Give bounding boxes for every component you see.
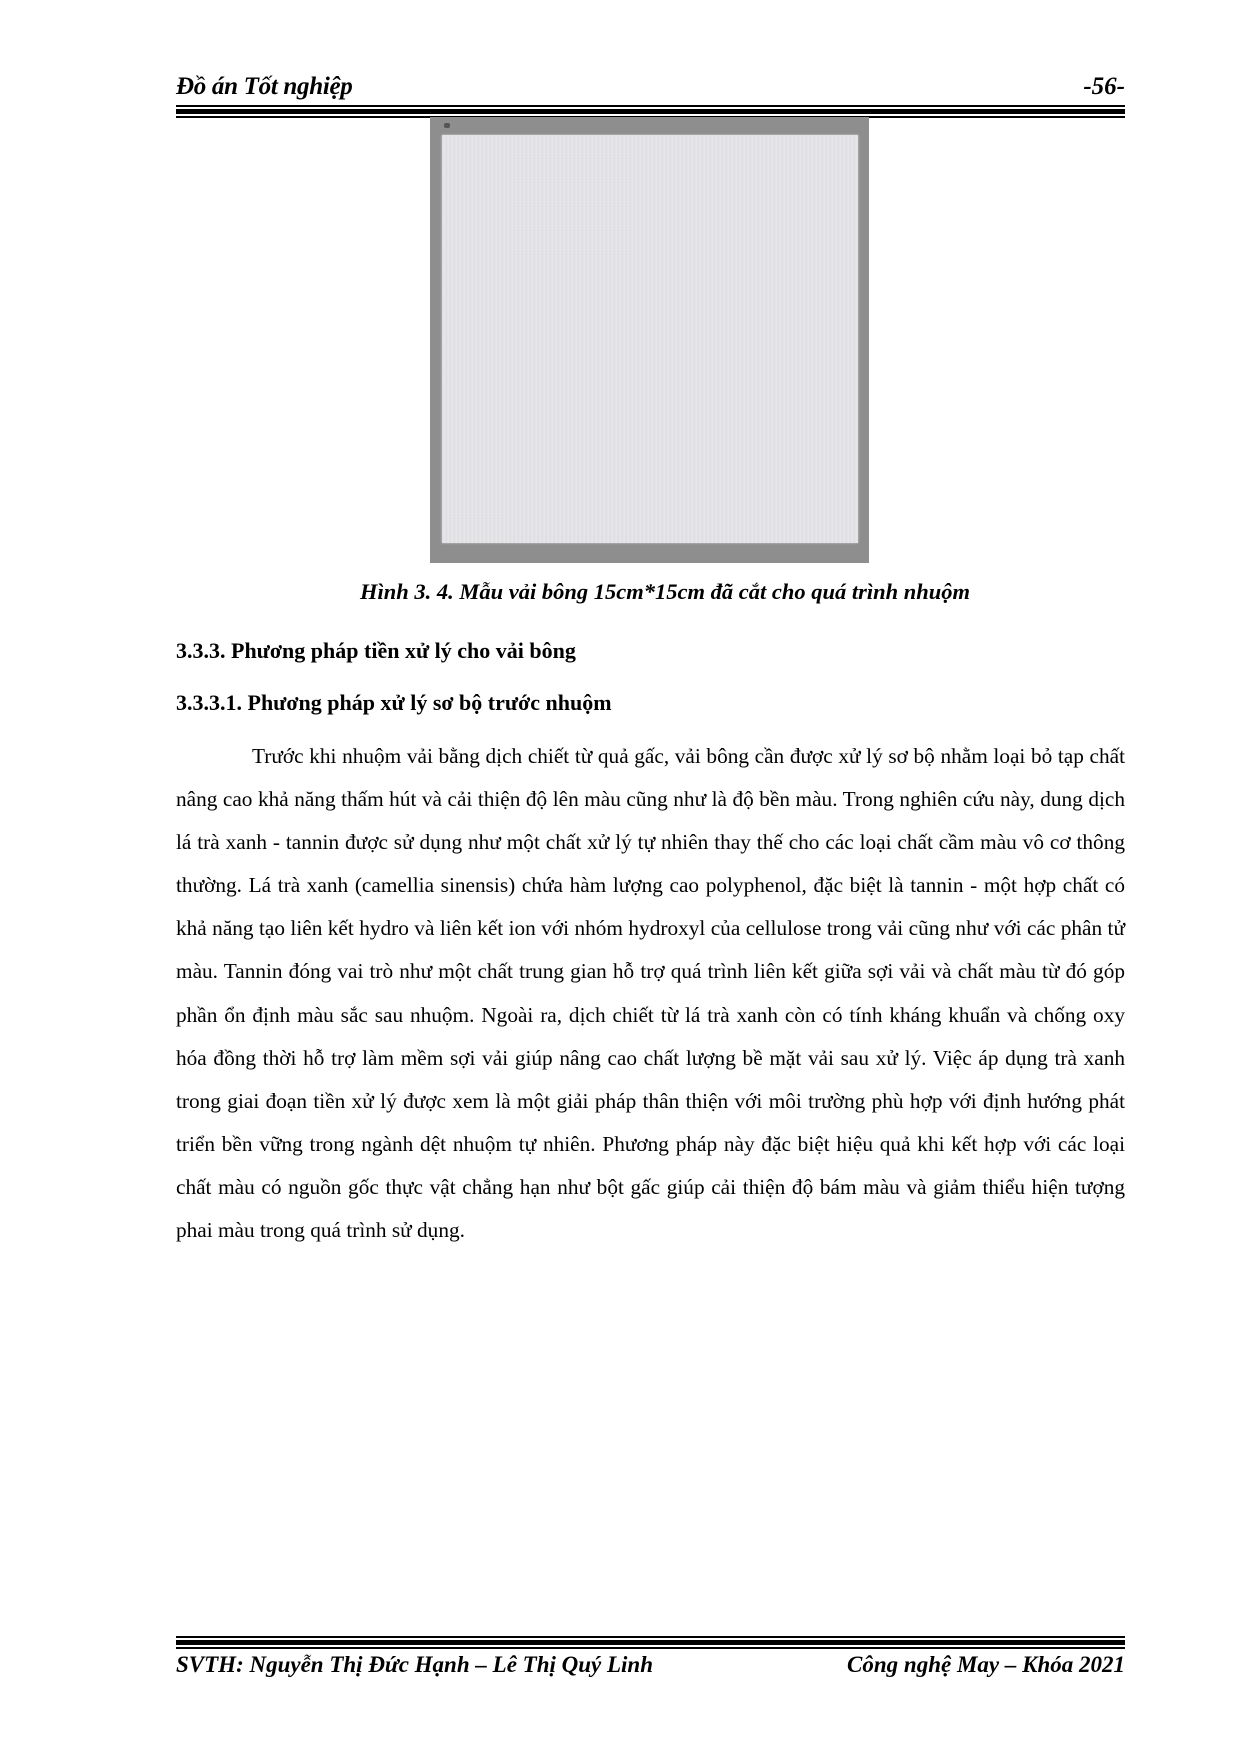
footer-program: Công nghệ May – Khóa 2021 <box>847 1652 1125 1677</box>
document-title: Đồ án Tốt nghiệp <box>176 73 353 100</box>
footer-divider <box>176 1636 1125 1649</box>
section-heading: 3.3.3. Phương pháp tiền xử lý cho vải bông <box>176 638 576 663</box>
cotton-fabric-square <box>442 135 858 543</box>
subsection-heading: 3.3.3.1. Phương pháp xử lý sơ bộ trước nhuộm <box>176 690 612 715</box>
page-number: -56- <box>1083 73 1125 100</box>
body-paragraph: Trước khi nhuộm vải bằng dịch chiết từ quả gấc, vải bông cần được xử lý sơ bộ nhằm loại bỏ tạp chất nâng cao khả năng thấm hút và cải thiện độ lên màu cũng như là độ bền màu. Trong nghiên cứu này, dung dịch lá trà xanh - tannin được sử dụng như một chất xử lý tự nhiên thay thế cho các loại chất cầm màu vô cơ thông thường. Lá trà xanh (camellia sinensis) chứa hàm lượng cao polyphenol, đặc biệt là tannin - một hợp chất có khả năng tạo liên kết hydro và liên kết ion với nhóm hydroxyl của cellulose trong vải cũng như với các phân tử màu. Tannin đóng vai trò như một chất trung gian hỗ trợ quá trình liên kết giữa sợi vải và chất màu từ đó góp phần ổn định màu sắc sau nhuộm. Ngoài ra, dịch chiết từ lá trà xanh còn có tính kháng khuẩn và chống oxy hóa đồng thời hỗ trợ làm mềm sợi vải giúp nâng cao chất lượng bề mặt vải sau xử lý. Việc áp dụng trà xanh trong giai đoạn tiền xử lý được xem là một giải pháp thân thiện với môi trường phù hợp với định hướng phát triển bền vững trong ngành dệt nhuộm tự nhiên. Phương pháp này đặc biệt hiệu quả khi kết hợp với các loại chất màu có nguồn gốc thực vật chẳng hạn như bột gấc giúp cải thiện độ bám màu và giảm thiểu hiện tượng phai màu trong quá trình sử dụng. <box>176 744 1125 1243</box>
footer-authors: SVTH: Nguyễn Thị Đức Hạnh – Lê Thị Quý Linh <box>176 1652 654 1677</box>
pin-mark <box>444 123 450 128</box>
fabric-sample-photo <box>430 117 869 563</box>
figure-caption: Hình 3. 4. Mẫu vải bông 15cm*15cm đã cắt cho quá trình nhuộm <box>359 579 971 604</box>
